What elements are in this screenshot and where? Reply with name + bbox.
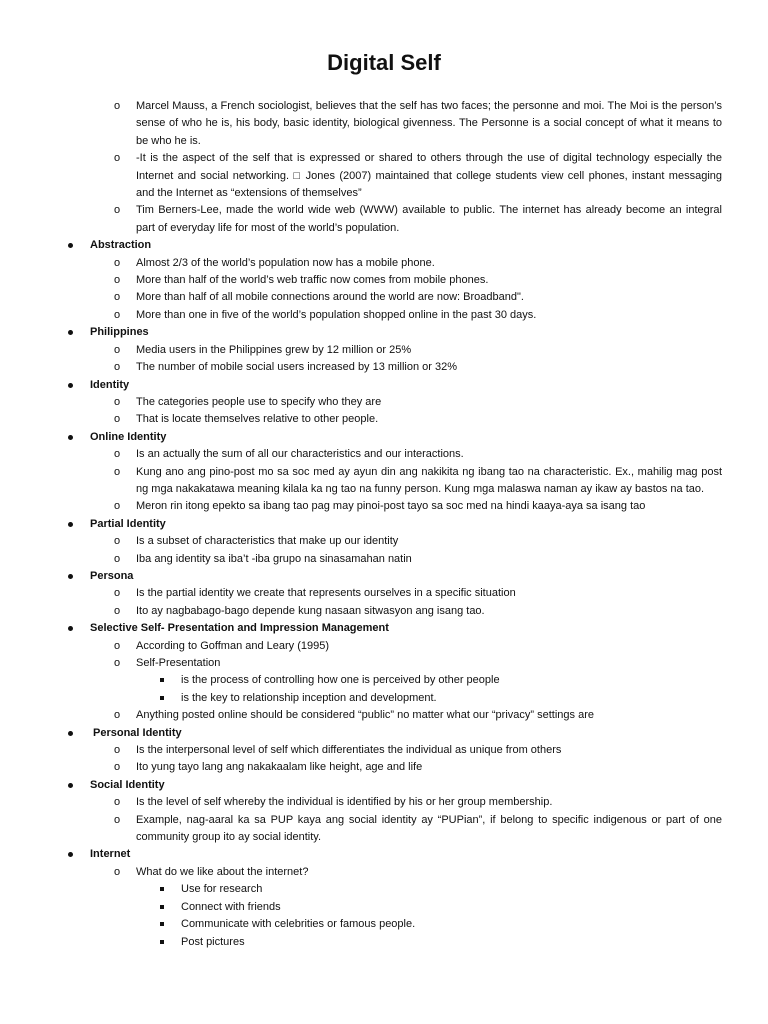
list-item-text: What do we like about the internet? [136,865,309,878]
bullet-dot-icon [68,330,73,335]
outline-section [60,620,722,724]
list-item [60,272,722,289]
list-item-text: The number of mobile social users increased by 13 million or 32% [136,361,457,374]
list-item [60,759,722,776]
bullet-square-icon [160,905,164,909]
bullet-dot-icon [68,435,73,440]
sub-list-item [60,672,722,689]
list-item-text: Media users in the Philippines grew by 12 million or 25% [136,343,412,356]
sub-list-item-text: Connect with friends [181,900,281,913]
bullet-dot-icon [68,522,73,527]
outline-section [60,377,722,429]
list-item [60,289,722,306]
list-item-text: Marcel Mauss, a French sociologist, believes that the self has two faces; the personne and moi. The Moi is the person’s sense of who he is, his body, basic identity, biological givenness. The Personne is a social concept of what it means to be who he is. [136,100,722,147]
bullet-circle-marker: o [114,343,121,356]
bullet-dot-icon [68,243,73,248]
outline-section [60,846,722,950]
bullet-dot-icon [68,731,73,736]
section-items [90,742,722,777]
section-heading: Abstraction [90,239,152,252]
list-item-text: Kung ano ang pino-post mo sa soc med ay ayun din ang nakikita ng ibang tao na characteristic. Ex., mahilig mag post ng mga nakakatawa meaning kilala ka ng tao na funny person. Kung mga malaswa naman ay ikaw ay bastos na tao. [136,465,722,495]
list-item [60,150,722,202]
bullet-dot-icon [68,783,73,788]
list-item-text: According to Goffman and Leary (1995) [136,639,330,652]
section-heading: Persona [90,569,134,582]
list-item [60,255,722,272]
list-item [60,307,722,324]
list-item-text: Meron rin itong epekto sa ibang tao pag may pinoi-post tayo sa soc med na hindi kaaya-aya sa isang tao [136,500,646,513]
bullet-circle-marker: o [114,465,121,478]
list-item-text: -It is the aspect of the self that is expressed or shared to others through the use of digital technology especially the Internet and social networking. □ Jones (2007) maintained that college students view cell phones, instant messaging and the Internet as “extensions of themselves” [136,152,722,200]
bullet-circle-marker: o [114,535,121,548]
section-items [90,446,722,516]
list-item [60,533,722,550]
sub-list-item-text: is the key to relationship inception and development. [181,691,437,704]
list-item [60,794,722,811]
bullet-circle-marker: o [114,604,121,617]
list-item [60,411,722,428]
list-item [60,812,722,847]
bullet-circle-marker: o [114,744,121,757]
list-item [60,551,722,568]
list-item-text: Is an actually the sum of all our characteristics and our interactions. [136,448,464,461]
section-items [90,342,722,377]
bullet-circle-marker: o [114,256,121,269]
section-heading: Partial Identity [90,517,166,530]
sub-list-item-text: Post pictures [181,935,245,948]
list-item [60,446,722,463]
bullet-dot-icon [68,383,73,388]
bullet-circle-marker: o [114,657,121,669]
sub-list-item [60,899,722,916]
outline-section [60,777,722,847]
outline-section [60,516,722,568]
bullet-dot-icon [68,852,73,857]
document-body [60,98,722,951]
bullet-circle-marker: o [114,291,121,304]
list-item-text: Is the partial identity we create that represents ourselves in a specific situation [136,587,516,600]
bullet-circle-marker: o [114,152,121,165]
bullet-circle-marker: o [114,274,121,287]
outline-section [60,429,722,516]
section-heading: Personal Identity [93,726,182,739]
bullet-circle-marker: o [114,552,121,565]
sub-list-item [60,934,722,951]
list-item [60,498,722,515]
bullet-circle-marker: o [114,100,121,112]
section-items [90,638,722,725]
bullet-circle-marker: o [114,796,121,809]
bullet-circle-marker: o [114,361,121,374]
section-items [90,533,722,568]
outline-section [60,324,722,376]
list-item-text: More than half of all mobile connections around the world are now: Broadband". [136,291,524,304]
bullet-circle-marker: o [114,813,121,826]
page-title: Digital Self [327,50,441,75]
list-item-text: That is locate themselves relative to other people. [136,413,379,426]
list-item [60,864,722,881]
list-item [60,394,722,411]
list-item [60,742,722,759]
list-item [60,359,722,376]
section-heading: Identity [90,378,130,391]
section-items [90,394,722,429]
list-item-text: Is the interpersonal level of self which differentiates the individual as unique from others [136,744,562,757]
bullet-circle-marker: o [114,639,121,652]
list-item-text: Self-Presentation [136,657,221,669]
bullet-square-icon [160,887,164,891]
list-item [60,707,722,724]
list-item [60,342,722,359]
bullet-square-icon [160,696,164,700]
list-item-text: Tim Berners-Lee, made the world wide web (WWW) available to public. The internet has already become an integral part of everyday life for most of the world’s population. [136,204,722,234]
section-items [90,255,722,325]
section-heading: Online Identity [90,430,167,443]
bullet-circle-marker: o [114,587,121,600]
sub-list-item-text: Use for research [181,883,263,896]
outline-section [60,98,722,237]
sub-list-item-text: Communicate with celebrities or famous people. [181,918,416,931]
list-item [60,202,722,237]
sub-list-item [60,881,722,898]
section-items [60,98,722,237]
section-heading: Selective Self- Presentation and Impression Management [90,622,389,635]
list-item-text: Almost 2/3 of the world’s population now has a mobile phone. [136,256,435,269]
bullet-circle-marker: o [114,761,121,774]
section-items [90,864,722,951]
bullet-square-icon [160,922,164,926]
list-item-text: Iba ang identity sa iba’t -iba grupo na sinasamahan natin [136,552,412,565]
section-items [90,585,722,620]
list-item [60,585,722,602]
bullet-circle-marker: o [114,395,121,408]
bullet-circle-marker: o [114,865,121,878]
bullet-circle-marker: o [114,308,121,321]
outline-section [60,725,722,777]
section-heading: Internet [90,848,131,861]
bullet-dot-icon [68,626,73,631]
outline-list [60,98,722,951]
section-heading: Social Identity [90,778,165,791]
section-items [90,794,722,846]
list-item-text: Is the level of self whereby the individual is identified by his or her group membership. [136,796,553,809]
bullet-square-icon [160,678,164,682]
bullet-circle-marker: o [114,500,121,513]
bullet-circle-marker: o [114,448,121,461]
sub-list-item-text: is the process of controlling how one is perceived by other people [181,674,500,687]
list-item [60,655,722,672]
bullet-circle-marker: o [114,204,121,217]
list-item [60,638,722,655]
list-item-text: More than one in five of the world’s population shopped online in the past 30 days. [136,308,537,321]
list-item-text: Example, nag-aaral ka sa PUP kaya ang social identity ay “PUPian”, if belong to specific indigenous or part of one community group ito ay social identity. [136,813,722,844]
list-item-text: The categories people use to specify who they are [136,395,382,408]
list-item-text: Is a subset of characteristics that make up our identity [136,535,399,548]
bullet-circle-marker: o [114,413,121,426]
bullet-dot-icon [68,574,73,579]
sub-list-item [60,690,722,707]
bullet-circle-marker: o [114,709,121,722]
list-item-text: Ito ay nagbabago-bago depende kung nasaan sitwasyon ang isang tao. [136,604,485,617]
outline-section [60,568,722,620]
list-item [60,464,722,499]
list-item [60,98,722,150]
outline-section [60,237,722,324]
list-item-text: Anything posted online should be considered “public” no matter what our “privacy” settings are [136,709,594,722]
list-item [60,603,722,620]
section-heading: Philippines [90,326,149,339]
list-item-text: More than half of the world’s web traffic now comes from mobile phones. [136,274,489,287]
sub-list-item [60,916,722,933]
bullet-square-icon [160,940,164,944]
list-item-text: Ito yung tayo lang ang nakakaalam like height, age and life [136,761,423,774]
